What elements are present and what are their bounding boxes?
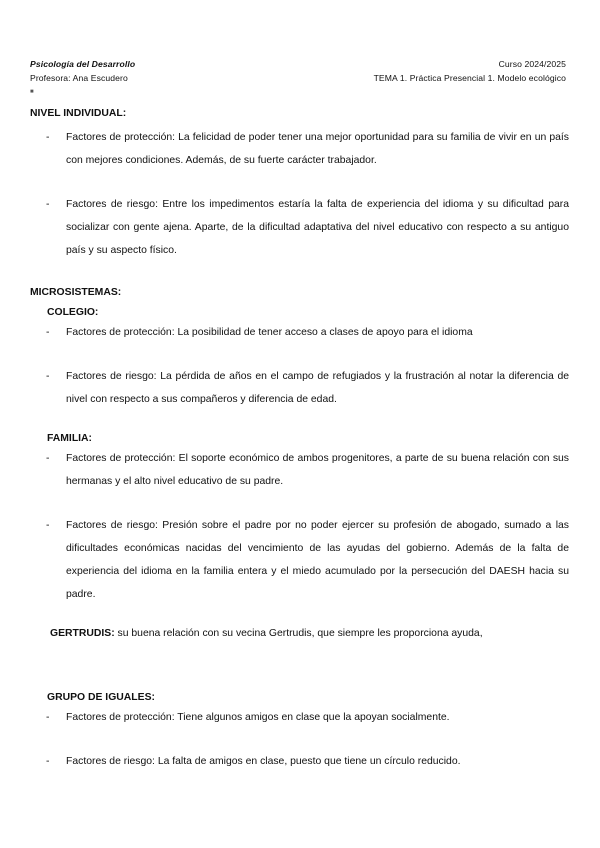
- bullet-dash: -: [46, 453, 50, 464]
- list-item-school-protection: [30, 321, 569, 344]
- gertrudis-paragraph: [30, 626, 569, 642]
- small-square-mark: ■: [30, 89, 34, 95]
- gertrudis-label: GERTRUDIS:: [50, 628, 115, 639]
- subsection-title-family: FAMILIA:: [47, 433, 93, 444]
- list-item-peers-risk: [30, 750, 569, 773]
- item-text: Factores de protección: La felicidad de poder tener una mejor oportunidad para su familia de vivir en un país con mejores condiciones. Además, de su fuerte carácter trabajador.: [66, 132, 569, 166]
- course-year: Curso 2024/2025: [498, 59, 566, 69]
- bullet-dash: -: [46, 756, 50, 767]
- bullet-dash: -: [46, 199, 50, 210]
- bullet-dash: -: [46, 371, 50, 382]
- item-text: Factores de protección: Tiene algunos amigos en clase que la apoyan socialmente.: [66, 712, 450, 723]
- list-item-individual-protection: [30, 126, 569, 172]
- bullet-dash: -: [46, 712, 50, 723]
- list-item-family-protection: [30, 447, 569, 493]
- subsection-title-school: COLEGIO:: [47, 307, 99, 318]
- item-text: Factores de riesgo: La falta de amigos en clase, puesto que tiene un círculo reducido.: [66, 756, 461, 767]
- item-text: Factores de protección: El soporte económico de ambos progenitores, a parte de su buena relación con sus hermanas y el alto nivel educativo de su padre.: [66, 453, 569, 487]
- bullet-dash: -: [46, 327, 50, 338]
- document-body: [30, 106, 569, 773]
- bullet-dash: -: [46, 520, 50, 531]
- gertrudis-text: su buena relación con su vecina Gertrudis, que siempre les proporciona ayuda,: [114, 628, 483, 639]
- item-text: Factores de riesgo: Entre los impedimentos estaría la falta de experiencia del idioma y su dificultad para socializar con gente ajena. Aparte, de la dificultad adaptativa del nivel educativo con respecto a su antiguo país y su aspecto físico.: [66, 199, 569, 256]
- document-header-left: [30, 59, 135, 87]
- list-item-school-risk: [30, 365, 569, 411]
- document-header-right: [374, 59, 566, 87]
- list-item-family-risk: [30, 514, 569, 606]
- section-title-individual: NIVEL INDIVIDUAL:: [30, 108, 127, 119]
- section-title-microsystems: MICROSISTEMAS:: [30, 287, 122, 298]
- course-name: Psicología del Desarrollo: [30, 59, 136, 69]
- teacher-name: Profesora: Ana Escudero: [30, 73, 128, 83]
- subsection-title-peers: GRUPO DE IGUALES:: [47, 692, 155, 703]
- list-item-peers-protection: [30, 706, 569, 729]
- topic-title: TEMA 1. Práctica Presencial 1. Modelo ecológico: [373, 73, 566, 83]
- item-text: Factores de protección: La posibilidad de tener acceso a clases de apoyo para el idioma: [66, 327, 473, 338]
- bullet-dash: -: [46, 132, 50, 143]
- item-text: Factores de riesgo: Presión sobre el padre por no poder ejercer su profesión de abogado, sumado a las dificultades económicas nacidas del vencimiento de las ayudas del gobierno. Además de la falta de experiencia del idioma en la familia entera y el miedo acumulado por la persecución del DAESH hacia su padre.: [66, 520, 569, 600]
- list-item-individual-risk: [30, 193, 569, 262]
- item-text: Factores de riesgo: La pérdida de años en el campo de refugiados y la frustración al notar la diferencia de nivel con respecto a sus compañeros y diferencia de edad.: [66, 371, 569, 405]
